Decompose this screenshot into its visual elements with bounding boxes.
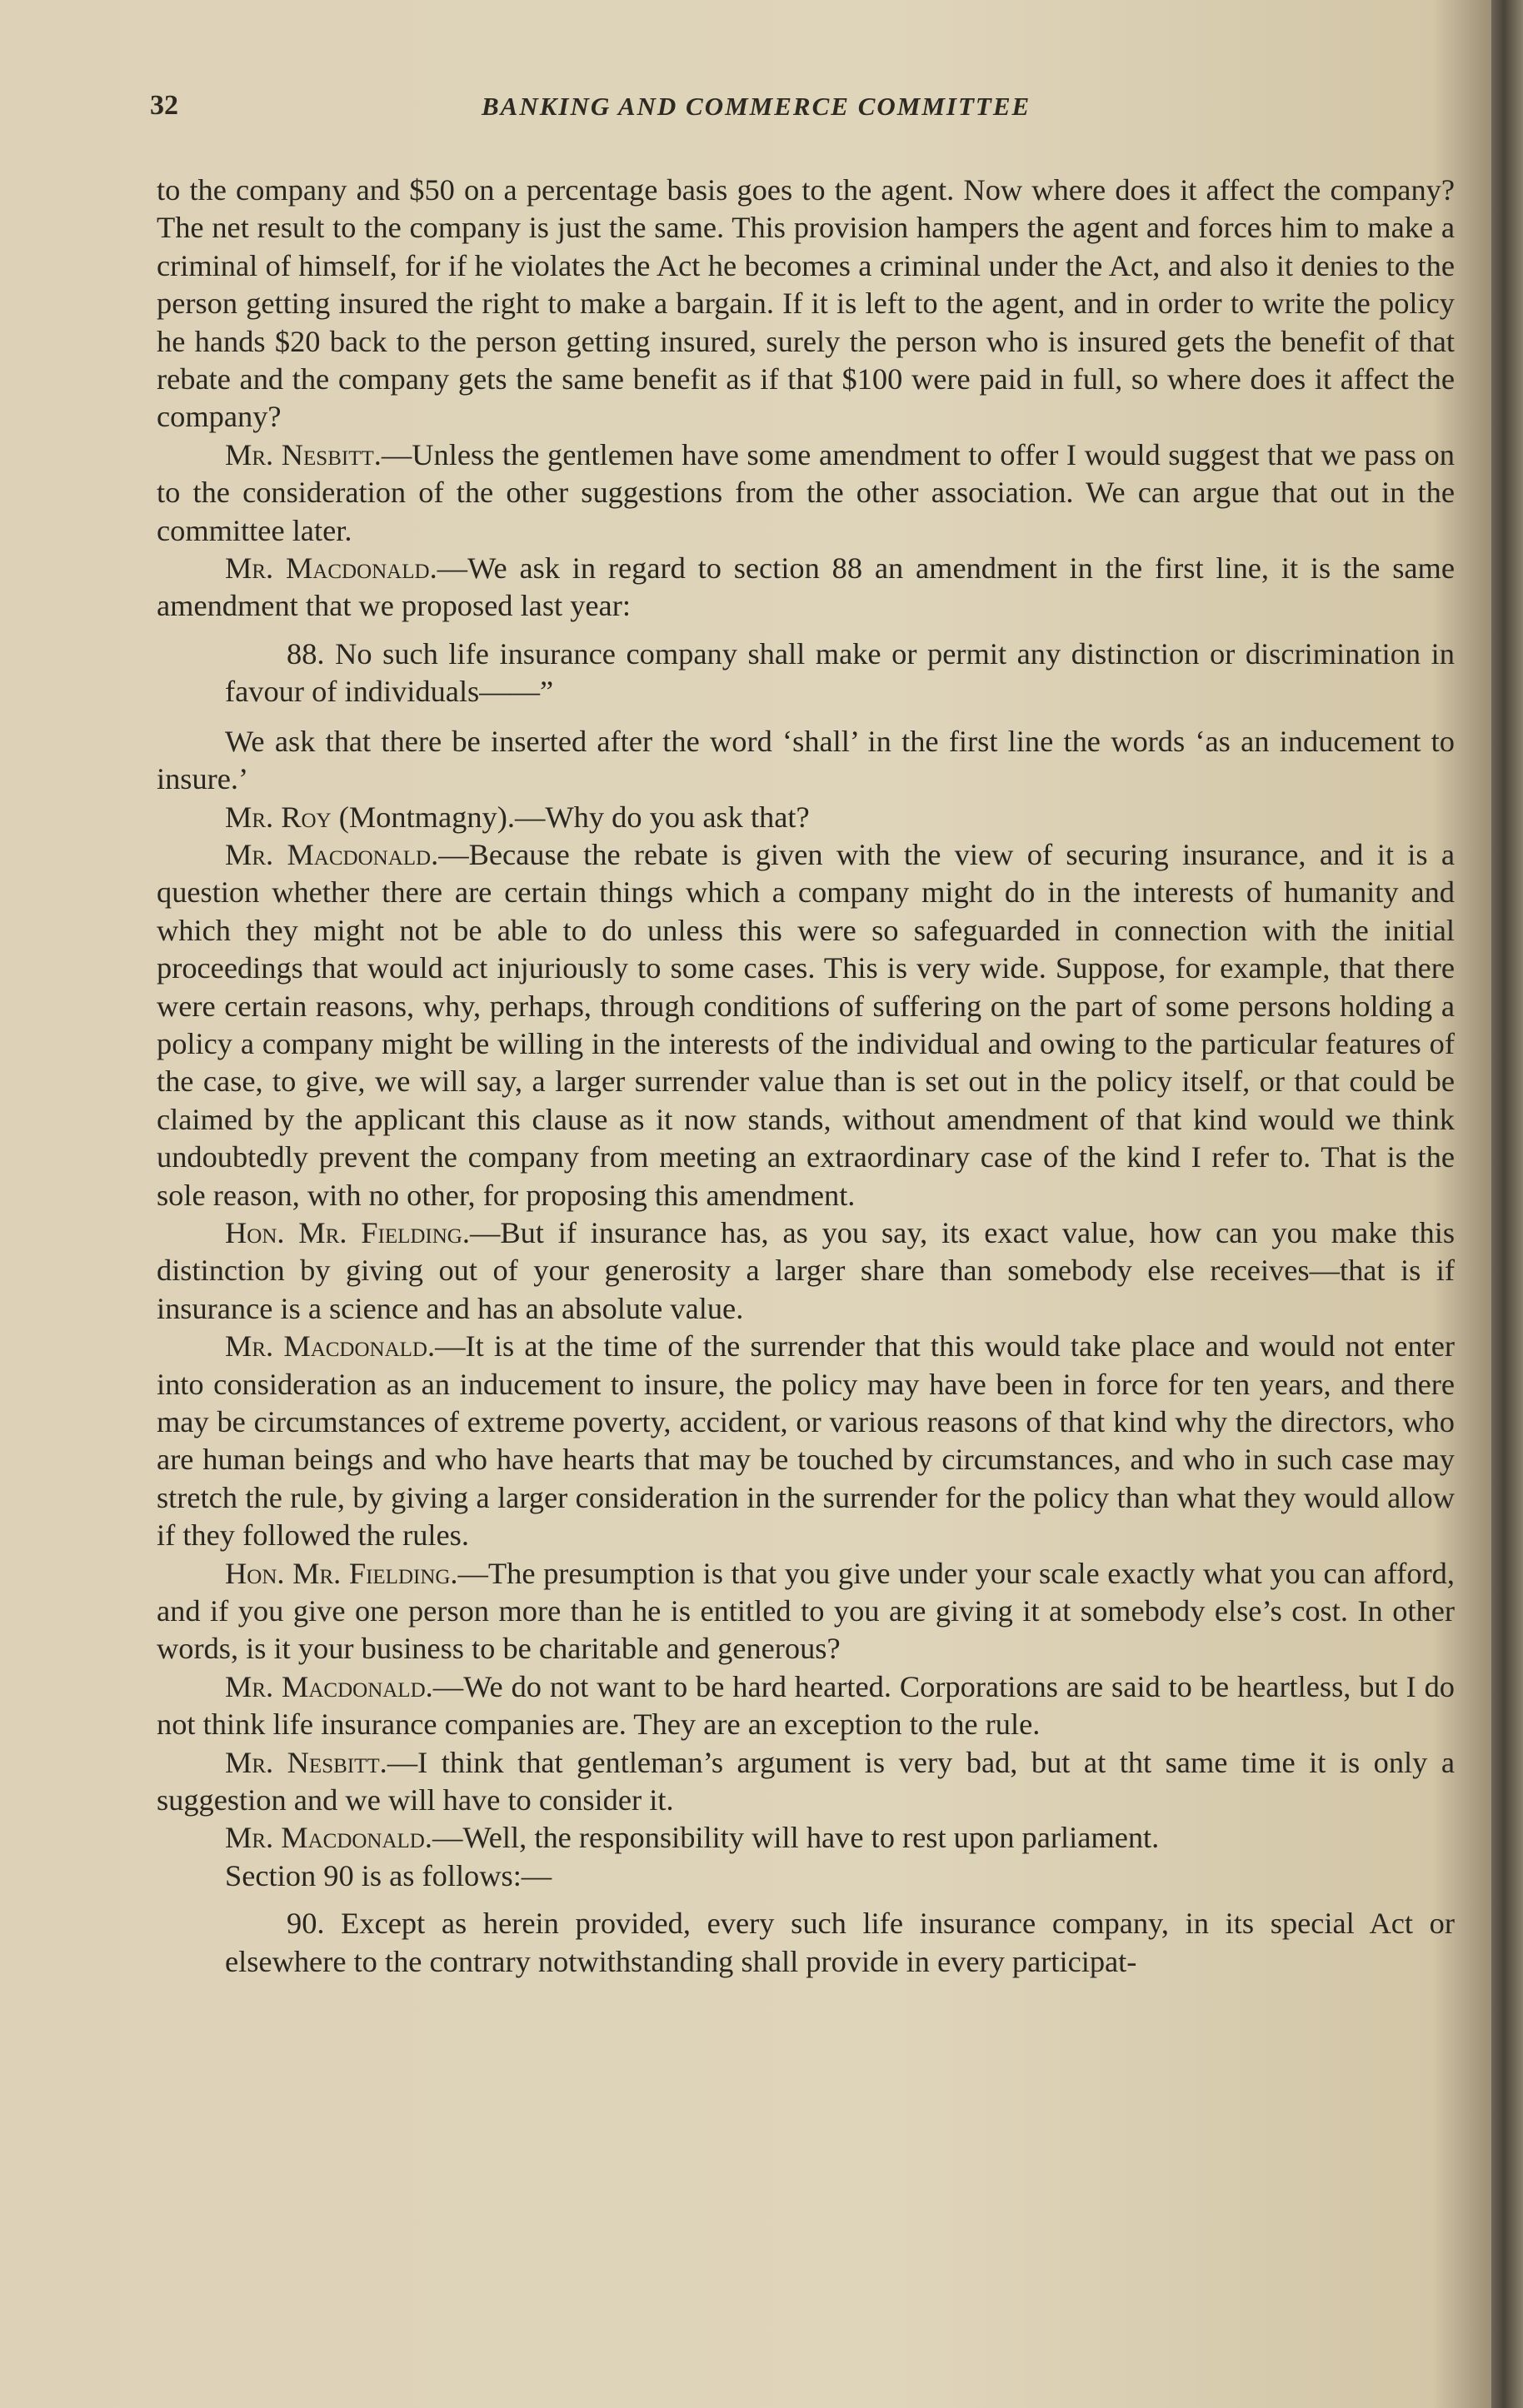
binding-edge bbox=[1491, 0, 1523, 2408]
paragraph bbox=[157, 550, 1455, 626]
paragraph-text: —We do not want to be hard hearted. Corporations are said to be heartless, but I do not think life insurance companies are. They are an exception to the rule. bbox=[157, 1669, 1455, 1742]
paragraph-text: —Well, the responsibility will have to rest upon parliament. bbox=[432, 1821, 1160, 1855]
paragraph-text: —Because the rebate is given with the view of securing insurance, and it is a question whether there are certain things which a company might do in the interests of humanity and which they might not be able to do unless this were so safeguarded in connection with the initial proceedings that would act injuriously to some cases. This is very wide. Suppose, for example, that there were certain reasons, why, perhaps, through conditions of suffering on the part of some persons holding a policy a company might be willing in the interests of the individual and owing to the particular features of the case, to give, we will say, a larger surrender value than is set out in the policy itself, or that could be claimed by the applicant this clause as it now stands, without amendment of that kind would we think undoubtedly prevent the company from meeting an extraordinary case of the kind I refer to. That is the sole reason, with no other, for proposing this amendment. bbox=[157, 837, 1455, 1212]
paragraph-text: to the company and $50 on a percentage basis goes to the agent. Now where does it affect the company? The net result to the company is just the same. This provision hampers the agent and forces him to make a criminal of himself, for if he violates the Act he becomes a criminal under the Act, and also it denies to the person getting insured the right to make a bargain. If it is left to the agent, and in order to write the policy he hands $20 back to the person getting insured, surely the person who is insured gets the benefit of that rebate and the company gets the same benefit as if that $100 were paid in full, so where does it affect the company? bbox=[157, 173, 1455, 434]
paragraph-text: Section 90 is as follows:— bbox=[225, 1858, 552, 1892]
speaker-name: Hon. Mr. Fielding. bbox=[225, 1556, 458, 1590]
paragraph bbox=[157, 1857, 1455, 1895]
quoted-section bbox=[157, 1905, 1455, 1981]
paragraph bbox=[157, 1328, 1455, 1554]
paragraph-text: —I think that gentleman’s argument is very bad, but at tht same time it is only a suggestion and we will have to consider it. bbox=[157, 1745, 1455, 1817]
body-text bbox=[157, 172, 1455, 1992]
speaker-name: Mr. Macdonald. bbox=[225, 1821, 432, 1855]
paragraph-text: 88. No such life insurance company shall make or permit any distinction or discrimination in favour of individuals——” bbox=[225, 636, 1455, 709]
paragraph bbox=[157, 1819, 1455, 1857]
speaker-name: Mr. Macdonald. bbox=[225, 1329, 436, 1364]
paragraph-text: We ask that there be inserted after the word ‘shall’ in the first line the words ‘as an inducement to insure.’ bbox=[157, 724, 1455, 796]
paragraph-text: —Unless the gentlemen have some amendment to offer I would suggest that we pass on to the consideration of the other suggestions from the other association. We can argue that out in the committee later. bbox=[157, 437, 1455, 547]
paragraph bbox=[157, 172, 1455, 436]
paragraph bbox=[157, 1555, 1455, 1668]
speaker-name: Mr. Macdonald. bbox=[225, 837, 439, 871]
quoted-section bbox=[157, 636, 1455, 711]
paragraph bbox=[157, 1214, 1455, 1328]
paragraph-text: (Montmagny).—Why do you ask that? bbox=[331, 800, 810, 834]
paragraph bbox=[157, 1668, 1455, 1744]
paragraph-text: —But if insurance has, as you say, its exact value, how can you make this distinction by giving out of your generosity a larger share than somebody else receives—that is if insurance is a science and has an absolute value. bbox=[157, 1215, 1455, 1325]
paragraph bbox=[157, 836, 1455, 1214]
paragraph bbox=[157, 723, 1455, 799]
speaker-name: Mr. Roy bbox=[225, 800, 332, 834]
paragraph bbox=[157, 799, 1455, 836]
paragraph-text: —It is at the time of the surrender that this would take place and would not enter into consideration as an inducement to insure, the policy may have been in force for ten years, and there may be circumstances of extreme poverty, accident, or various reasons of that kind why the directors, who are human beings and who have hearts that may be touched by circumstances, and who in such case may stretch the rule, by giving a larger consideration in the surrender for the policy than what they would allow if they followed the rules. bbox=[157, 1329, 1455, 1553]
paragraph bbox=[157, 1744, 1455, 1820]
page-number: 32 bbox=[150, 90, 178, 121]
paragraph-text: 90. Except as herein provided, every such life insurance company, in its special Act or elsewhere to the contrary notwithstanding shall provide in every participat- bbox=[225, 1907, 1455, 1978]
paragraph-text: —We ask in regard to section 88 an amendment in the first line, it is the same amendment that we proposed last year: bbox=[157, 551, 1455, 623]
page-header bbox=[150, 90, 1450, 127]
speaker-name: Hon. Mr. Fielding. bbox=[225, 1215, 470, 1249]
paragraph bbox=[157, 436, 1455, 550]
speaker-name: Mr. Macdonald. bbox=[225, 551, 437, 586]
speaker-name: Mr. Nesbitt. bbox=[225, 437, 382, 471]
speaker-name: Mr. Macdonald. bbox=[225, 1669, 433, 1703]
paragraph-text: —The presumption is that you give under your scale exactly what you can afford, and if you give one person more than he is entitled to you are giving it at somebody else’s cost. In other words, is it your business to be charitable and generous? bbox=[157, 1556, 1455, 1666]
speaker-name: Mr. Nesbitt. bbox=[225, 1745, 387, 1779]
running-title: BANKING AND COMMERCE COMMITTEE bbox=[482, 92, 1031, 121]
